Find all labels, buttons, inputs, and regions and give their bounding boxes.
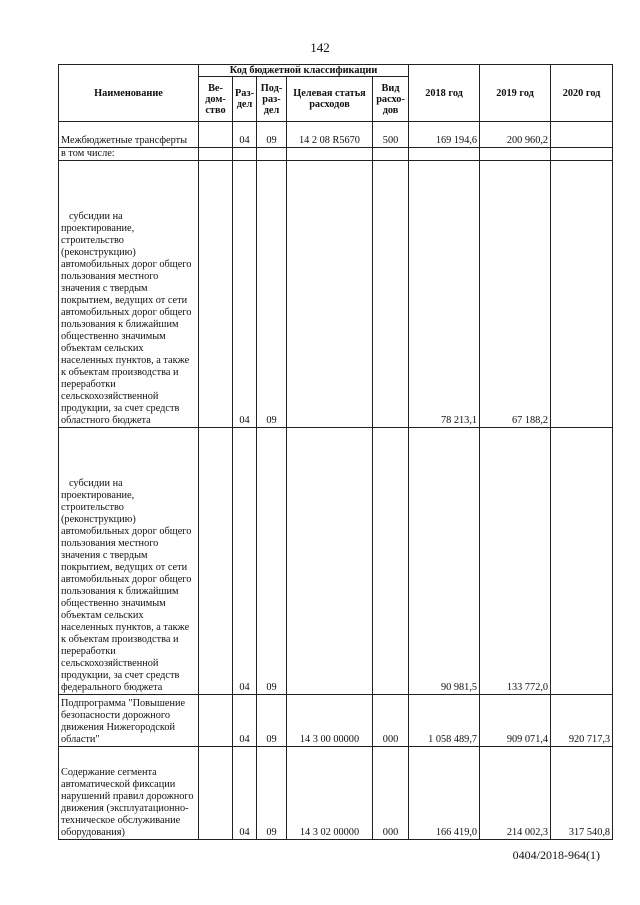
cell-y2018: 90 981,5 (409, 428, 480, 695)
cell-name: Содержание сегмента автоматической фиксации нарушений правил дорожного движения (эксплуатационно-техническое обслуживание оборудования) (59, 747, 199, 840)
cell-name: в том числе: (59, 148, 199, 161)
cell-podrazdel: 09 (257, 428, 287, 695)
cell-name: Межбюджетные трансферты (59, 122, 199, 148)
cell-razdel: 04 (233, 122, 257, 148)
cell-statya: 14 3 00 00000 (287, 695, 373, 747)
header-2019: 2019 год (480, 65, 551, 122)
cell-vid (373, 161, 409, 428)
header-razdel: Раз-дел (233, 77, 257, 122)
cell-y2018 (409, 148, 480, 161)
cell-ved (199, 122, 233, 148)
cell-y2020 (551, 161, 613, 428)
cell-razdel: 04 (233, 695, 257, 747)
cell-statya (287, 161, 373, 428)
header-podrazdel: Под-раз-дел (257, 77, 287, 122)
cell-y2019: 909 071,4 (480, 695, 551, 747)
header-ved: Ве-дом-ство (199, 77, 233, 122)
cell-ved (199, 148, 233, 161)
header-statya: Целевая статья расходов (287, 77, 373, 122)
cell-statya: 14 2 08 R5670 (287, 122, 373, 148)
table-row (59, 428, 613, 695)
cell-name: субсидии на проектирование, строительство (реконструкцию) автомобильных дорог общего пользования местного значения с твердым покрытием, ведущих от сети автомобильных дорог общего пользования к ближайшим общественно значимым объектам сельских населенных пунктов, а также к объектам производства и переработки сельскохозяйственной продукции, за счет средств федерального бюджета (59, 428, 199, 695)
cell-ved (199, 161, 233, 428)
cell-razdel (233, 148, 257, 161)
cell-y2019: 67 188,2 (480, 161, 551, 428)
document-code: 0404/2018-964(1) (512, 848, 600, 862)
cell-razdel: 04 (233, 747, 257, 840)
table-row (59, 148, 613, 161)
cell-vid (373, 428, 409, 695)
table-row (59, 122, 613, 148)
cell-y2018: 166 419,0 (409, 747, 480, 840)
cell-statya (287, 428, 373, 695)
cell-statya: 14 3 02 00000 (287, 747, 373, 840)
table-row (59, 695, 613, 747)
header-2018: 2018 год (409, 65, 480, 122)
table-row (59, 747, 613, 840)
cell-y2018: 78 213,1 (409, 161, 480, 428)
cell-podrazdel: 09 (257, 122, 287, 148)
table-row (59, 161, 613, 428)
header-row-group (59, 65, 613, 77)
cell-razdel: 04 (233, 428, 257, 695)
cell-y2020 (551, 122, 613, 148)
cell-statya (287, 148, 373, 161)
cell-y2018: 1 058 489,7 (409, 695, 480, 747)
cell-y2019 (480, 148, 551, 161)
cell-vid: 000 (373, 747, 409, 840)
cell-y2019: 214 002,3 (480, 747, 551, 840)
cell-ved (199, 428, 233, 695)
budget-table (58, 64, 613, 840)
cell-podrazdel: 09 (257, 695, 287, 747)
cell-y2019: 200 960,2 (480, 122, 551, 148)
header-2020: 2020 год (551, 65, 613, 122)
cell-y2020 (551, 148, 613, 161)
cell-vid: 000 (373, 695, 409, 747)
cell-y2019: 133 772,0 (480, 428, 551, 695)
header-vid: Вид расхо-дов (373, 77, 409, 122)
cell-y2020 (551, 428, 613, 695)
cell-podrazdel: 09 (257, 747, 287, 840)
cell-ved (199, 747, 233, 840)
cell-podrazdel: 09 (257, 161, 287, 428)
cell-y2020: 317 540,8 (551, 747, 613, 840)
cell-name: Подпрограмма "Повышение безопасности дорожного движения Нижегородской области" (59, 695, 199, 747)
header-name: Наименование (59, 65, 199, 122)
page-number: 142 (310, 40, 330, 55)
cell-razdel: 04 (233, 161, 257, 428)
cell-vid: 500 (373, 122, 409, 148)
cell-name: субсидии на проектирование, строительство (реконструкцию) автомобильных дорог общего пользования местного значения с твердым покрытием, ведущих от сети автомобильных дорог общего пользования к ближайшим общественно значимым объектам сельских населенных пунктов, а также к объектам производства и переработки сельскохозяйственной продукции, за счет средств областного бюджета (59, 161, 199, 428)
cell-y2020: 920 717,3 (551, 695, 613, 747)
cell-vid (373, 148, 409, 161)
cell-podrazdel (257, 148, 287, 161)
cell-ved (199, 695, 233, 747)
cell-y2018: 169 194,6 (409, 122, 480, 148)
header-group: Код бюджетной классификации (199, 65, 409, 77)
